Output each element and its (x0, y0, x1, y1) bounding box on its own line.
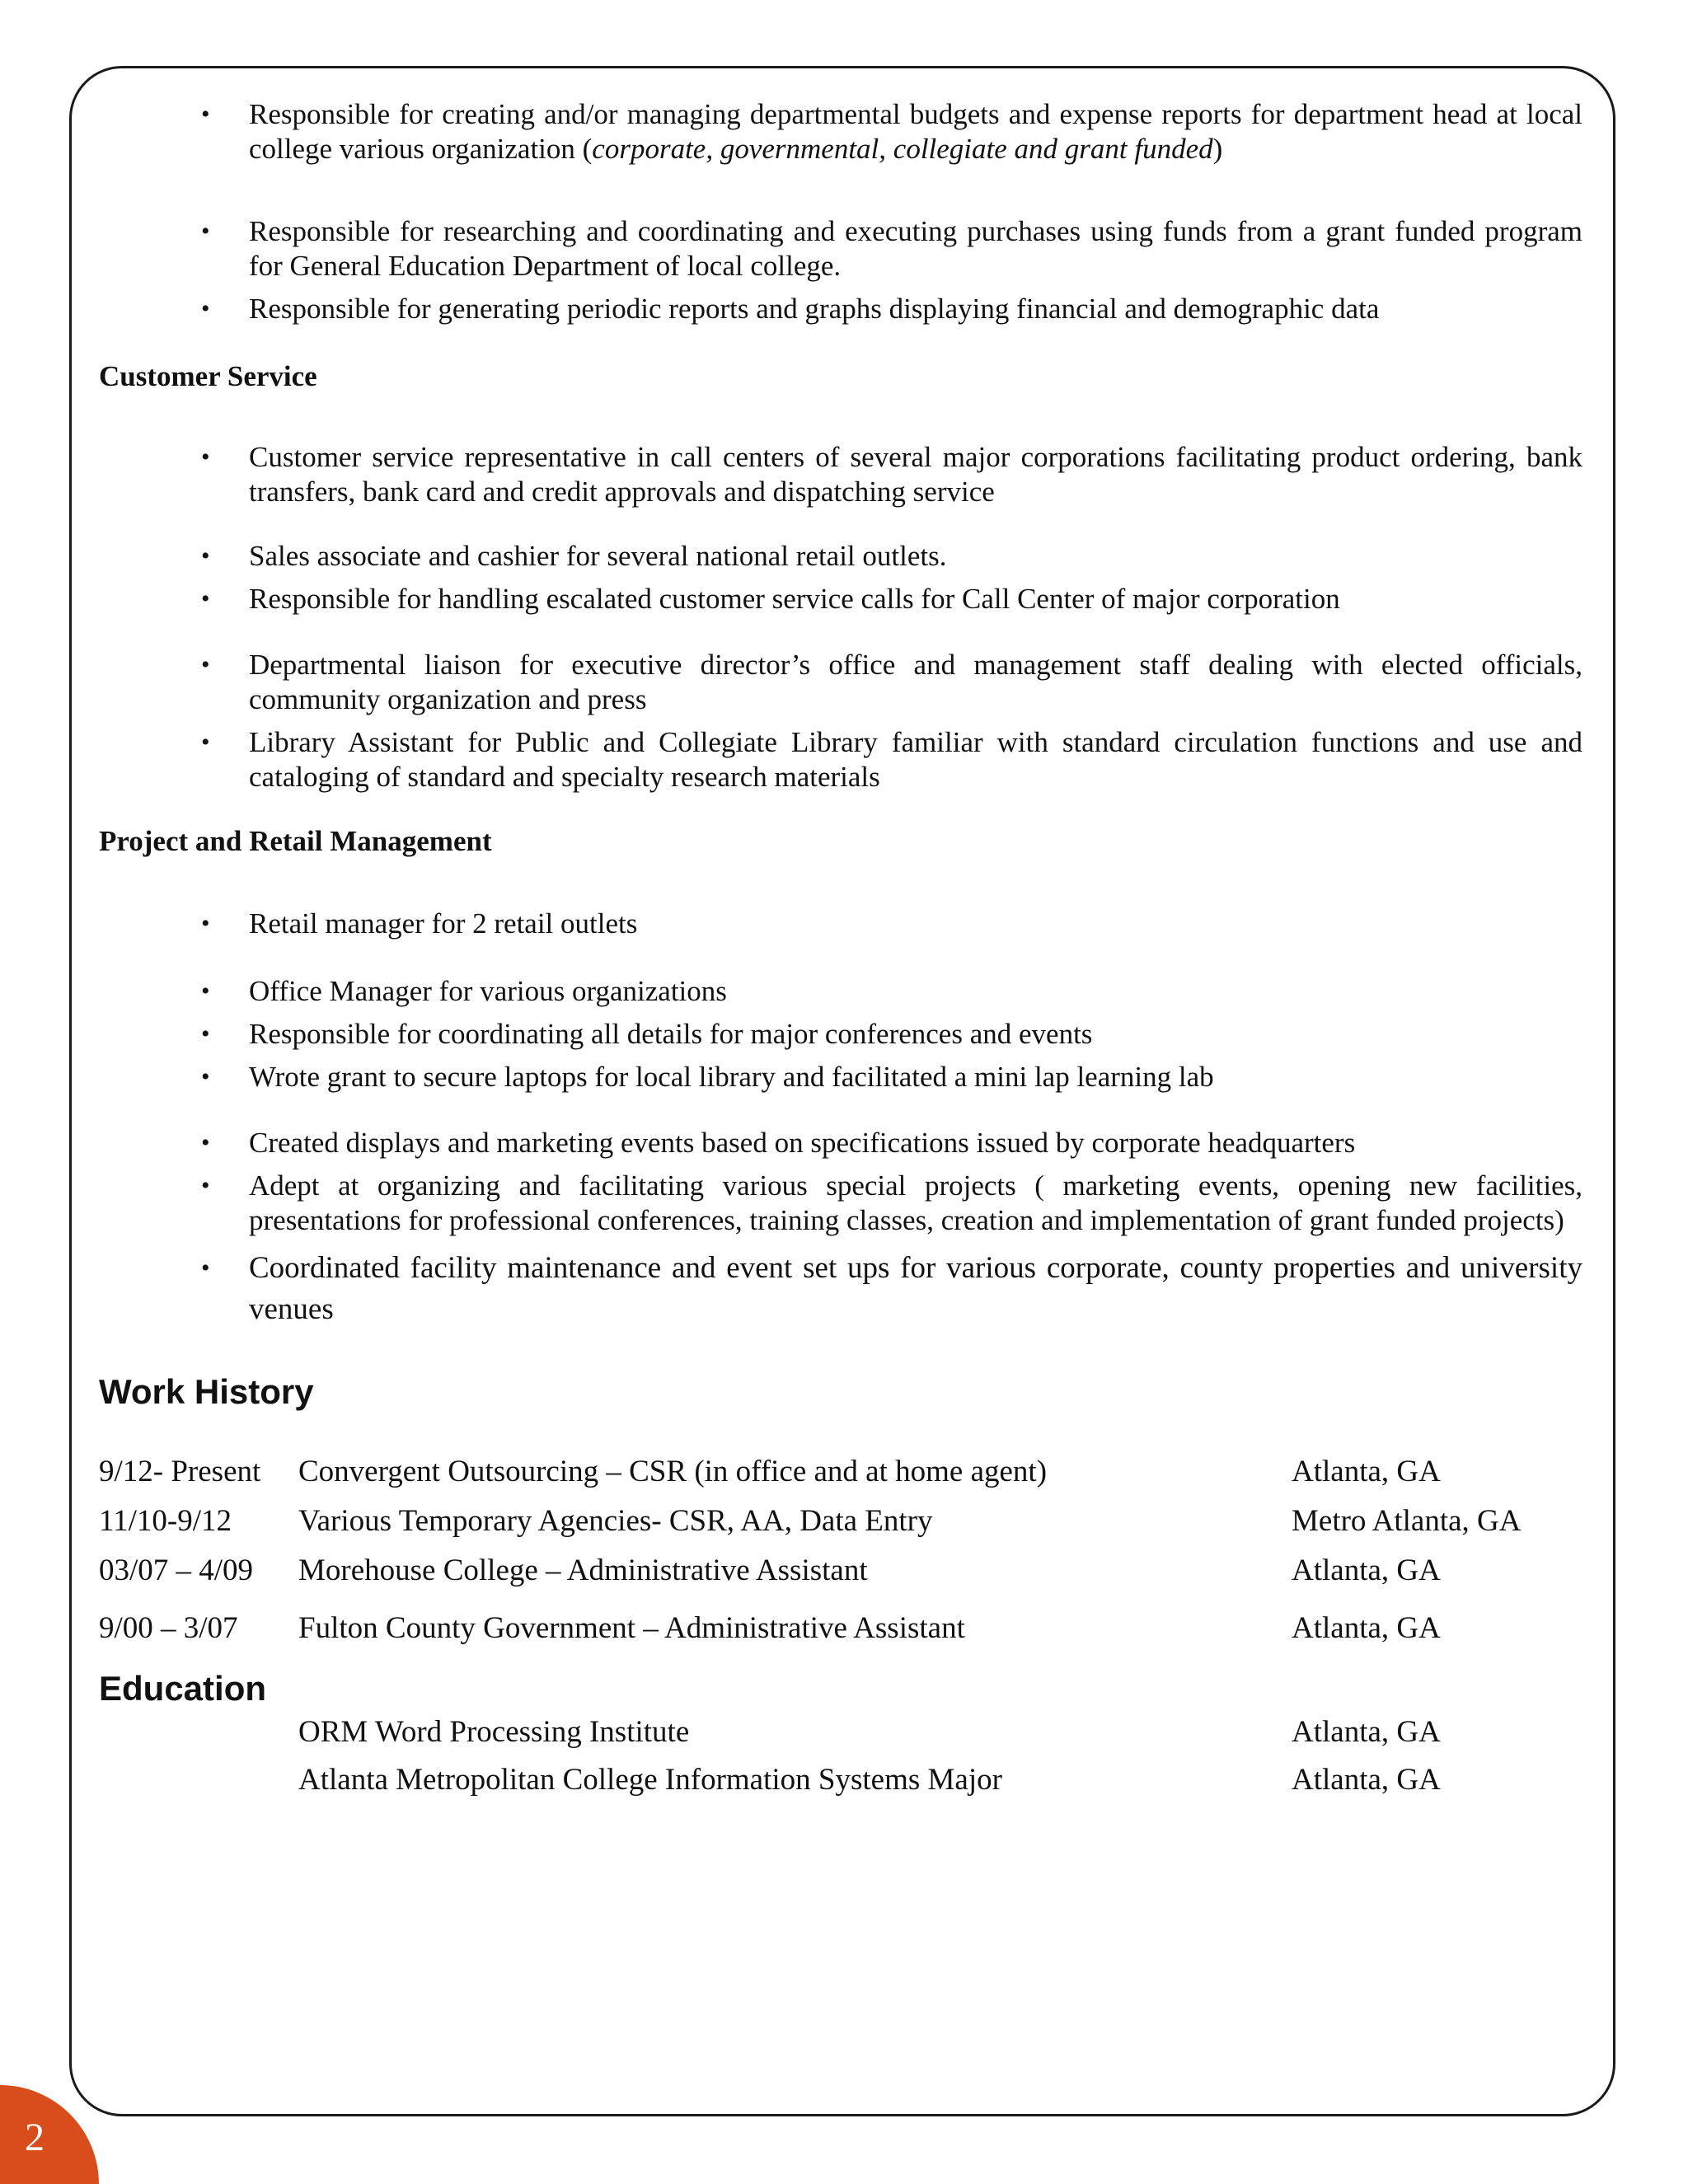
education-institution: ORM Word Processing Institute (298, 1715, 690, 1749)
work-date: 03/07 – 4/09 (99, 1554, 254, 1587)
bullet-icon: • (201, 1129, 210, 1156)
table-row (99, 1714, 1582, 1750)
page-number: 2 (25, 2116, 45, 2159)
bullet-icon: • (201, 651, 210, 678)
list-item: • Customer service representative in call centers of several major corporations facilitating product ordering, bank transfers, bank card and credit approvals and dispatching service (201, 441, 1582, 508)
bullet-icon: • (201, 977, 210, 1005)
work-location: Atlanta, GA (1292, 1611, 1441, 1645)
bullet-icon: • (201, 443, 210, 471)
customer-service-list (99, 440, 1582, 794)
list-item: • Responsible for handling escalated customer service calls for Call Center of major corporation (201, 583, 1340, 615)
list-item: • Adept at organizing and facilitating various special projects ( marketing events, opening new facilities, presentations for professional conferences, training classes, creation and implementation of grant funded projects) (201, 1169, 1582, 1236)
table-row (99, 1553, 1582, 1589)
list-item: • Responsible for researching and coordinating and executing purchases using funds from a grant funded program for General Education Department of local college. (201, 215, 1582, 282)
bullet-icon: • (201, 218, 210, 245)
bullet-icon: • (201, 910, 210, 937)
bullet-icon: • (201, 729, 210, 756)
bullet-icon: • (201, 1254, 210, 1282)
resume-content (99, 91, 1582, 1798)
table-row (99, 1503, 1582, 1540)
work-date: 9/00 – 3/07 (99, 1611, 238, 1645)
table-row (99, 1454, 1582, 1490)
education-location: Atlanta, GA (1292, 1763, 1441, 1797)
table-row (99, 1610, 1582, 1647)
work-description: Fulton County Government – Administrative Assistant (298, 1611, 965, 1645)
work-location: Atlanta, GA (1292, 1455, 1441, 1488)
work-location: Atlanta, GA (1292, 1554, 1441, 1587)
bullet-icon: • (201, 585, 210, 612)
work-description: Morehouse College – Administrative Assistant (298, 1554, 868, 1587)
list-item: • Retail manager for 2 retail outlets (201, 907, 638, 940)
bullet-icon: • (201, 1172, 210, 1199)
list-item: • Responsible for generating periodic reports and graphs displaying financial and demographic data (201, 293, 1380, 325)
project-retail-list (99, 907, 1582, 1330)
list-item: • Library Assistant for Public and Collegiate Library familiar with standard circulation functions and use and cataloging of standard and specialty research materials (201, 726, 1582, 793)
section-heading-customer-service: Customer Service (99, 360, 317, 392)
bullet-icon: • (201, 1020, 210, 1047)
work-description: Various Temporary Agencies- CSR, AA, Data Entry (298, 1504, 933, 1538)
section-heading-project-retail: Project and Retail Management (99, 825, 492, 857)
list-item: • Created displays and marketing events based on specifications issued by corporate headquarters (201, 1127, 1356, 1159)
education-location: Atlanta, GA (1292, 1715, 1441, 1749)
section-heading-education: Education (99, 1669, 267, 1708)
work-history-table (99, 1454, 1582, 1647)
list-item: • Responsible for coordinating all details for major conferences and events (201, 1018, 1093, 1050)
list-item: • Sales associate and cashier for several national retail outlets. (201, 540, 947, 572)
list-item: • Wrote grant to secure laptops for local library and facilitated a mini lap learning lab (201, 1061, 1214, 1093)
education-table (99, 1714, 1582, 1798)
education-institution: Atlanta Metropolitan College Information Systems Major (298, 1763, 1002, 1797)
top-bullet-list (99, 97, 1582, 326)
bullet-icon: • (201, 1063, 210, 1090)
bullet-icon: • (201, 542, 210, 569)
work-description: Convergent Outsourcing – CSR (in office and at home agent) (298, 1455, 1048, 1488)
bullet-icon: • (201, 295, 210, 322)
bullet-icon: • (201, 101, 210, 128)
list-item: • Responsible for creating and/or managing departmental budgets and expense reports for department head at local college various organization (corporate, governmental, collegiate and grant funded) (201, 98, 1582, 165)
work-date: 9/12- Present (99, 1455, 261, 1488)
list-item: • Coordinated facility maintenance and event set ups for various corporate, county properties and university venues (99, 1248, 1582, 1330)
work-date: 11/10-9/12 (99, 1504, 232, 1538)
list-item: • Departmental liaison for executive director’s office and management staff dealing with elected officials, community organization and press (201, 649, 1582, 715)
work-location: Metro Atlanta, GA (1292, 1504, 1522, 1538)
list-item: • Office Manager for various organizations (201, 975, 727, 1007)
table-row (99, 1762, 1582, 1798)
section-heading-work-history: Work History (99, 1372, 314, 1411)
